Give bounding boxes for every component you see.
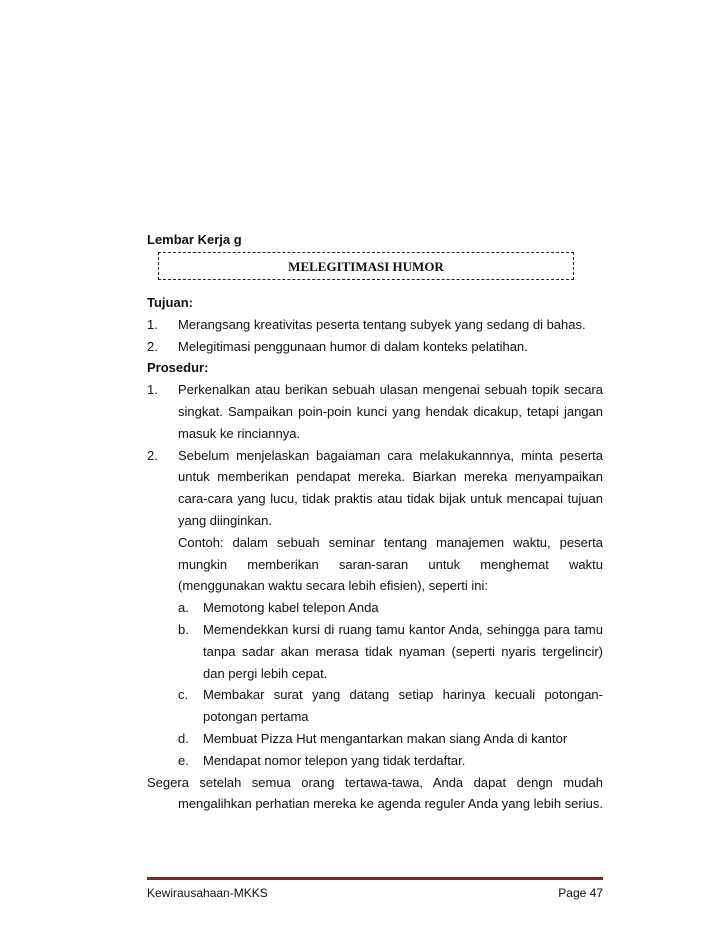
sub-list-item [147, 684, 603, 728]
list-number: 1. [147, 316, 158, 332]
sub-list-item [147, 728, 603, 750]
sub-list-item [147, 597, 603, 619]
list-number: 1. [147, 382, 158, 398]
closing-paragraph: Segera setelah semua orang tertawa-tawa, Anda dapat dengn mudah mengalihkan perhatian mereka ke agenda reguler Anda yang lebih serius. [147, 774, 603, 812]
sub-text: Membakar surat yang datang setiap harinya kecuali potongan-potongan pertama [203, 687, 603, 725]
page-number: Page 47 [558, 886, 603, 900]
sub-letter: e. [178, 752, 189, 768]
content-body [147, 292, 603, 815]
list-text: Melegitimasi penggunaan humor di dalam konteks pelatihan. [178, 338, 528, 354]
sub-text: Mendapat nomor telepon yang tidak terdaftar. [203, 752, 466, 768]
sub-text: Memendekkan kursi di ruang tamu kantor Anda, sehingga para tamu tanpa sadar akan merasa tidak nyaman (seperti nyaris tergelincir) dan pergi lebih cepat. [203, 621, 603, 681]
sub-letter: b. [178, 621, 189, 637]
list-item [147, 379, 603, 444]
sub-list-item [147, 619, 603, 684]
title-box [158, 252, 574, 280]
sub-letter: d. [178, 730, 189, 746]
sub-letter: a. [178, 600, 189, 616]
list-item [147, 336, 603, 358]
worksheet-heading: Lembar Kerja g [147, 232, 242, 247]
sub-list-item [147, 750, 603, 772]
sub-text: Memotong kabel telepon Anda [203, 600, 379, 616]
tujuan-label: Tujuan: [147, 295, 193, 310]
list-number: 2. [147, 447, 158, 463]
box-title: MELEGITIMASI HUMOR [288, 259, 444, 274]
list-item [147, 445, 603, 532]
list-text: Merangsang kreativitas peserta tentang subyek yang sedang di bahas. [178, 316, 586, 332]
sub-text: Membuat Pizza Hut mengantarkan makan siang Anda di kantor [203, 730, 568, 746]
example-paragraph: Contoh: dalam sebuah seminar tentang manajemen waktu, peserta mungkin memberikan saran-saran untuk menghemat waktu (menggunakan waktu secara lebih efisien), seperti ini: [178, 534, 603, 594]
footer-rule [147, 877, 603, 880]
list-text: Sebelum menjelaskan bagaiaman cara melakukannnya, minta peserta untuk memberikan pendapat mereka. Biarkan mereka menyampaikan cara-cara yang lucu, tidak praktis atau tidak bijak untuk mencapai tujuan yang diinginkan. [178, 447, 603, 528]
list-number: 2. [147, 338, 158, 354]
list-item [147, 314, 603, 336]
footer-title: Kewirausahaan-MKKS [147, 886, 268, 900]
prosedur-label: Prosedur: [147, 360, 209, 376]
list-text: Perkenalkan atau berikan sebuah ulasan mengenai sebuah topik secara singkat. Sampaikan poin-poin kunci yang hendak dicakup, tetapi jangan masuk ke rinciannya. [178, 382, 603, 441]
sub-letter: c. [178, 687, 189, 703]
